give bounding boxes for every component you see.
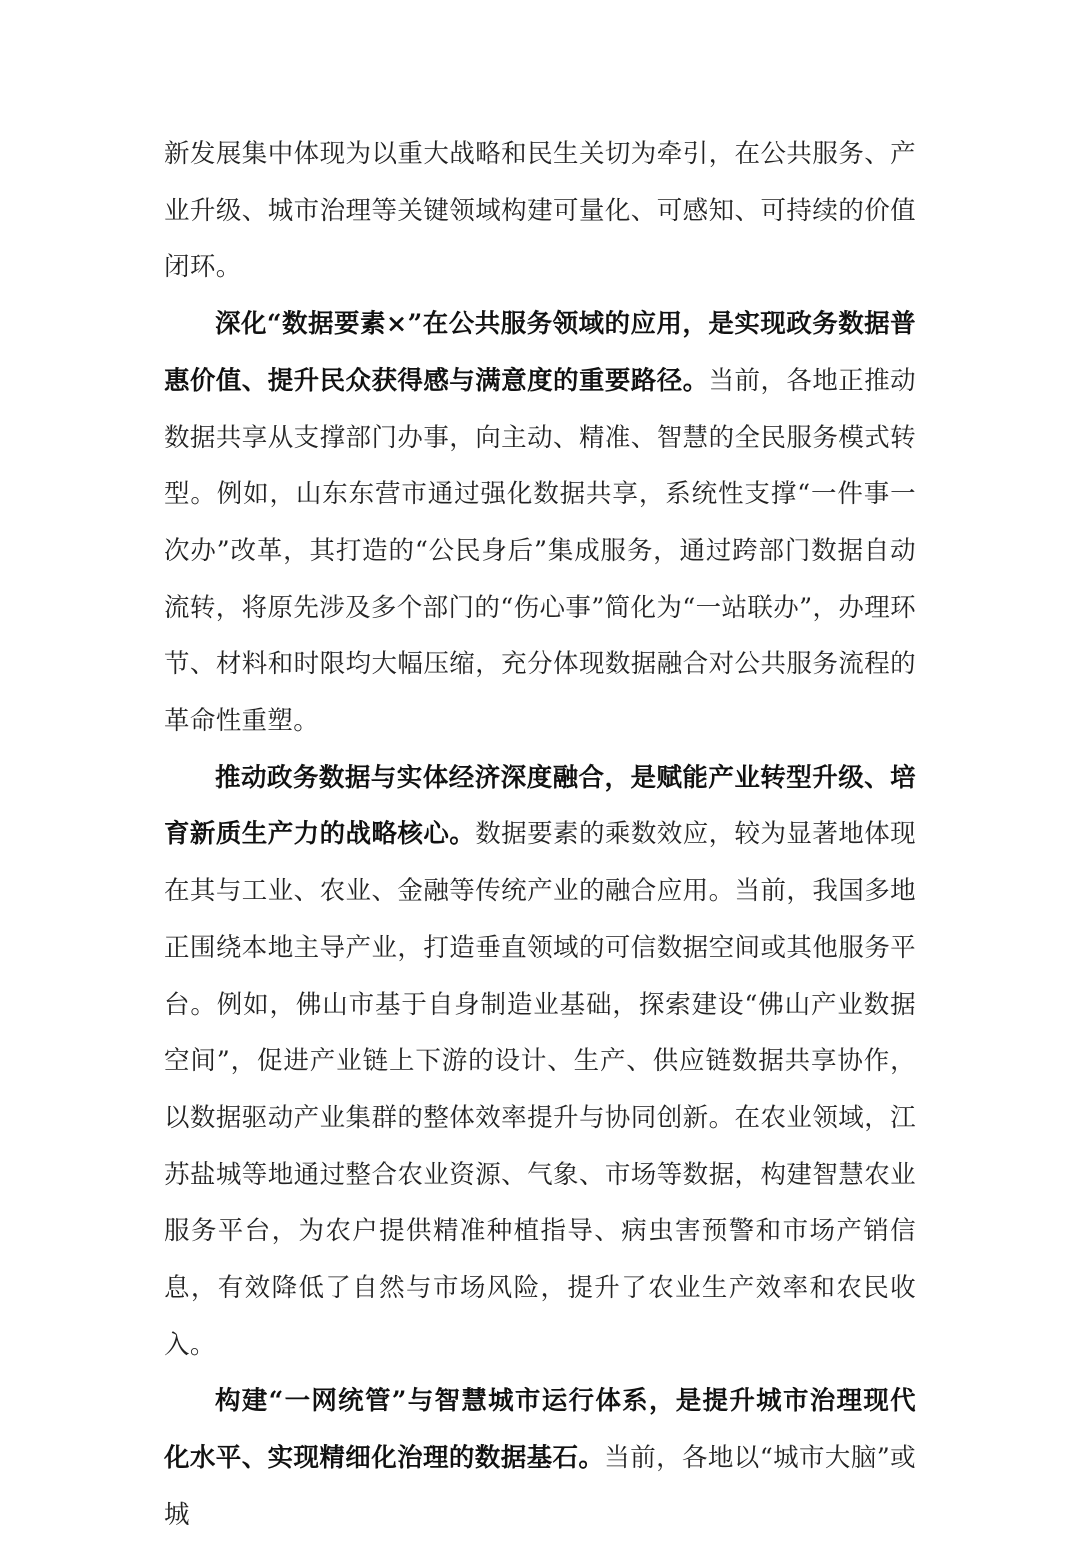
paragraph: [164, 1373, 916, 1543]
paragraph-body: 当前，各地正推动数据共享从支撑部门办事，向主动、精准、智慧的全民服务模式转型。例如，山东东营市通过强化数据共享，系统性支撑“一件事一次办”改革，其打造的“公民身后”集成服务，通过跨部门数据自动流转，将原先涉及多个部门的“伤心事”简化为“一站联办”，办理环节、材料和时限均大幅压缩，充分体现数据融合对公共服务流程的革命性重塑。: [164, 365, 916, 737]
body-text: [164, 126, 916, 1544]
paragraph-lead: 深化“数据要素×”在公共服务领域的应用，是实现政务数据普惠价值、提升民众获得感与满意度的重要路径。: [164, 309, 916, 396]
paragraph: [164, 126, 916, 296]
paragraph: [164, 296, 916, 750]
paragraph-body: 新发展集中体现为以重大战略和民生关切为牵引，在公共服务、产业升级、城市治理等关键领域构建可量化、可感知、可持续的价值闭环。: [164, 139, 916, 283]
paragraph: [164, 750, 916, 1374]
paragraph-lead: 推动政务数据与实体经济深度融合，是赋能产业转型升级、培育新质生产力的战略核心。: [164, 762, 916, 850]
paragraph-lead: 构建“一网统管”与智慧城市运行体系，是提升城市治理现代化水平、实现精细化治理的数据基石。: [164, 1386, 916, 1474]
paragraph-body: 当前，各地以“城市大脑”或城: [164, 1443, 917, 1530]
paragraph-body: 数据要素的乘数效应，较为显著地体现在其与工业、农业、金融等传统产业的融合应用。当前，我国多地正围绕本地主导产业，打造垂直领域的可信数据空间或其他服务平台。例如，佛山市基于自身制造业基础，探索建设“佛山产业数据空间”，促进产业链上下游的设计、生产、供应链数据共享协作，以数据驱动产业集群的整体效率提升与协同创新。在农业领域，江苏盐城等地通过整合农业资源、气象、市场等数据，构建智慧农业服务平台，为农户提供精准种植指导、病虫害预警和市场产销信息，有效降低了自然与市场风险，提升了农业生产效率和农民收入。: [164, 819, 917, 1360]
